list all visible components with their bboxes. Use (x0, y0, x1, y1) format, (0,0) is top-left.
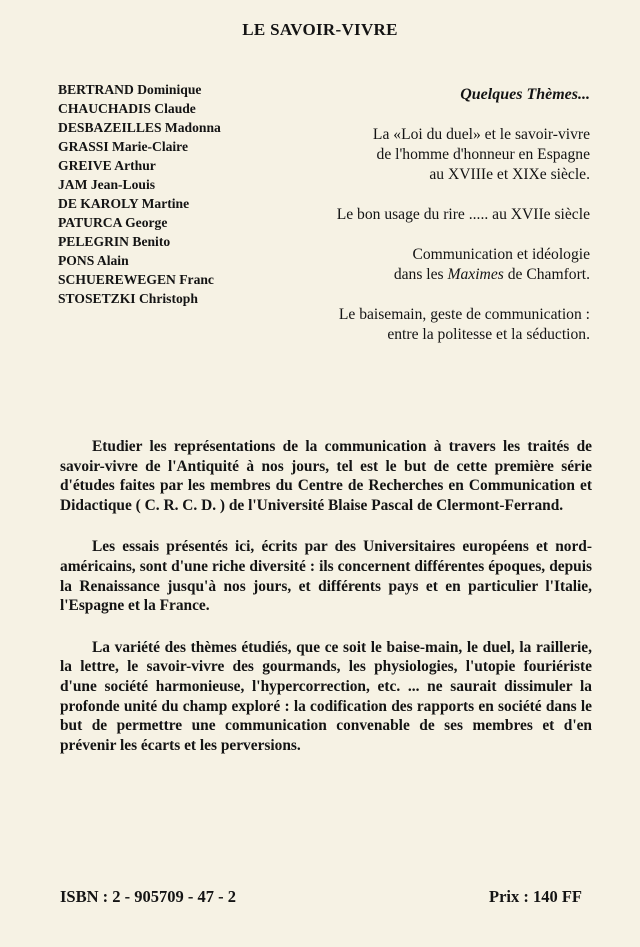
author-name: GRASSI Marie-Claire (58, 139, 189, 154)
theme-text: dans les (393, 266, 448, 283)
themes-heading: Quelques Thèmes... (460, 86, 590, 103)
author-name: JAM Jean-Louis (58, 177, 156, 192)
theme-item (250, 125, 590, 185)
author-name: SCHUEREWEGEN Franc (58, 272, 214, 287)
author-name: PONS Alain (58, 253, 129, 268)
theme-text: de Chamfort. (503, 266, 590, 283)
author-name: BERTRAND Dominique (58, 82, 202, 97)
theme-line: entre la politesse et la séduction. (387, 326, 590, 343)
theme-line: de l'homme d'honneur en Espagne (376, 146, 590, 163)
theme-line: Communication et idéologie (412, 246, 590, 263)
description-paragraph: Etudier les représentations de la communication à travers les traités de savoir-vivre de l'Antiquité à nos jours, tel est le but de cette première série d'études faites par les membres du Centre de Recherches en Communication et Didactique ( C. R. C. D. ) de l'Université Blaise Pascal de Clermont-Ferrand. (60, 438, 592, 514)
author-name: DE KAROLY Martine (58, 196, 190, 211)
themes-section (250, 86, 590, 365)
isbn: ISBN : 2 - 905709 - 47 - 2 (60, 887, 236, 906)
theme-line: au XVIIIe et XIXe siècle. (429, 166, 590, 183)
theme-line: Le bon usage du rire ..... au XVIIe siècle (336, 206, 590, 223)
theme-item (250, 245, 590, 285)
theme-line: Le baisemain, geste de communication : (338, 306, 590, 323)
book-title: Maximes (447, 266, 504, 283)
author-name: STOSETZKI Christoph (58, 291, 198, 306)
theme-line (250, 265, 590, 285)
page-title: LE SAVOIR-VIVRE (242, 20, 398, 39)
theme-item (250, 305, 590, 345)
author-name: DESBAZEILLES Madonna (58, 120, 221, 135)
author-name: GREIVE Arthur (58, 158, 156, 173)
description-paragraph: Les essais présentés ici, écrits par des Universitaires européens et nord-américains, sont d'une riche diversité : ils concernent différentes époques, depuis la Renaissance jusqu'à nos jours, et différents pays et en particulier l'Italie, l'Espagne et la France. (60, 538, 592, 615)
author-name: PATURCA George (58, 215, 168, 230)
theme-item (250, 205, 590, 225)
price: Prix : 140 FF (488, 887, 582, 906)
author-name: CHAUCHADIS Claude (58, 101, 196, 116)
theme-line: La «Loi du duel» et le savoir-vivre (372, 126, 590, 143)
description (60, 437, 592, 777)
description-paragraph: La variété des thèmes étudiés, que ce soit le baise-main, le duel, la raillerie, la lettre, le savoir-vivre des gourmands, les physiologies, l'utopie fouriériste d'une société harmonieuse, l'hypercorrection, etc. ... ne saurait dissimuler la profonde unité du champ exploré : la codification des rapports en société dans le but de permettre une communication convenable de ses membres et d'en prévenir les écarts et les perversions. (60, 638, 592, 754)
author-name: PELEGRIN Benito (58, 234, 171, 249)
